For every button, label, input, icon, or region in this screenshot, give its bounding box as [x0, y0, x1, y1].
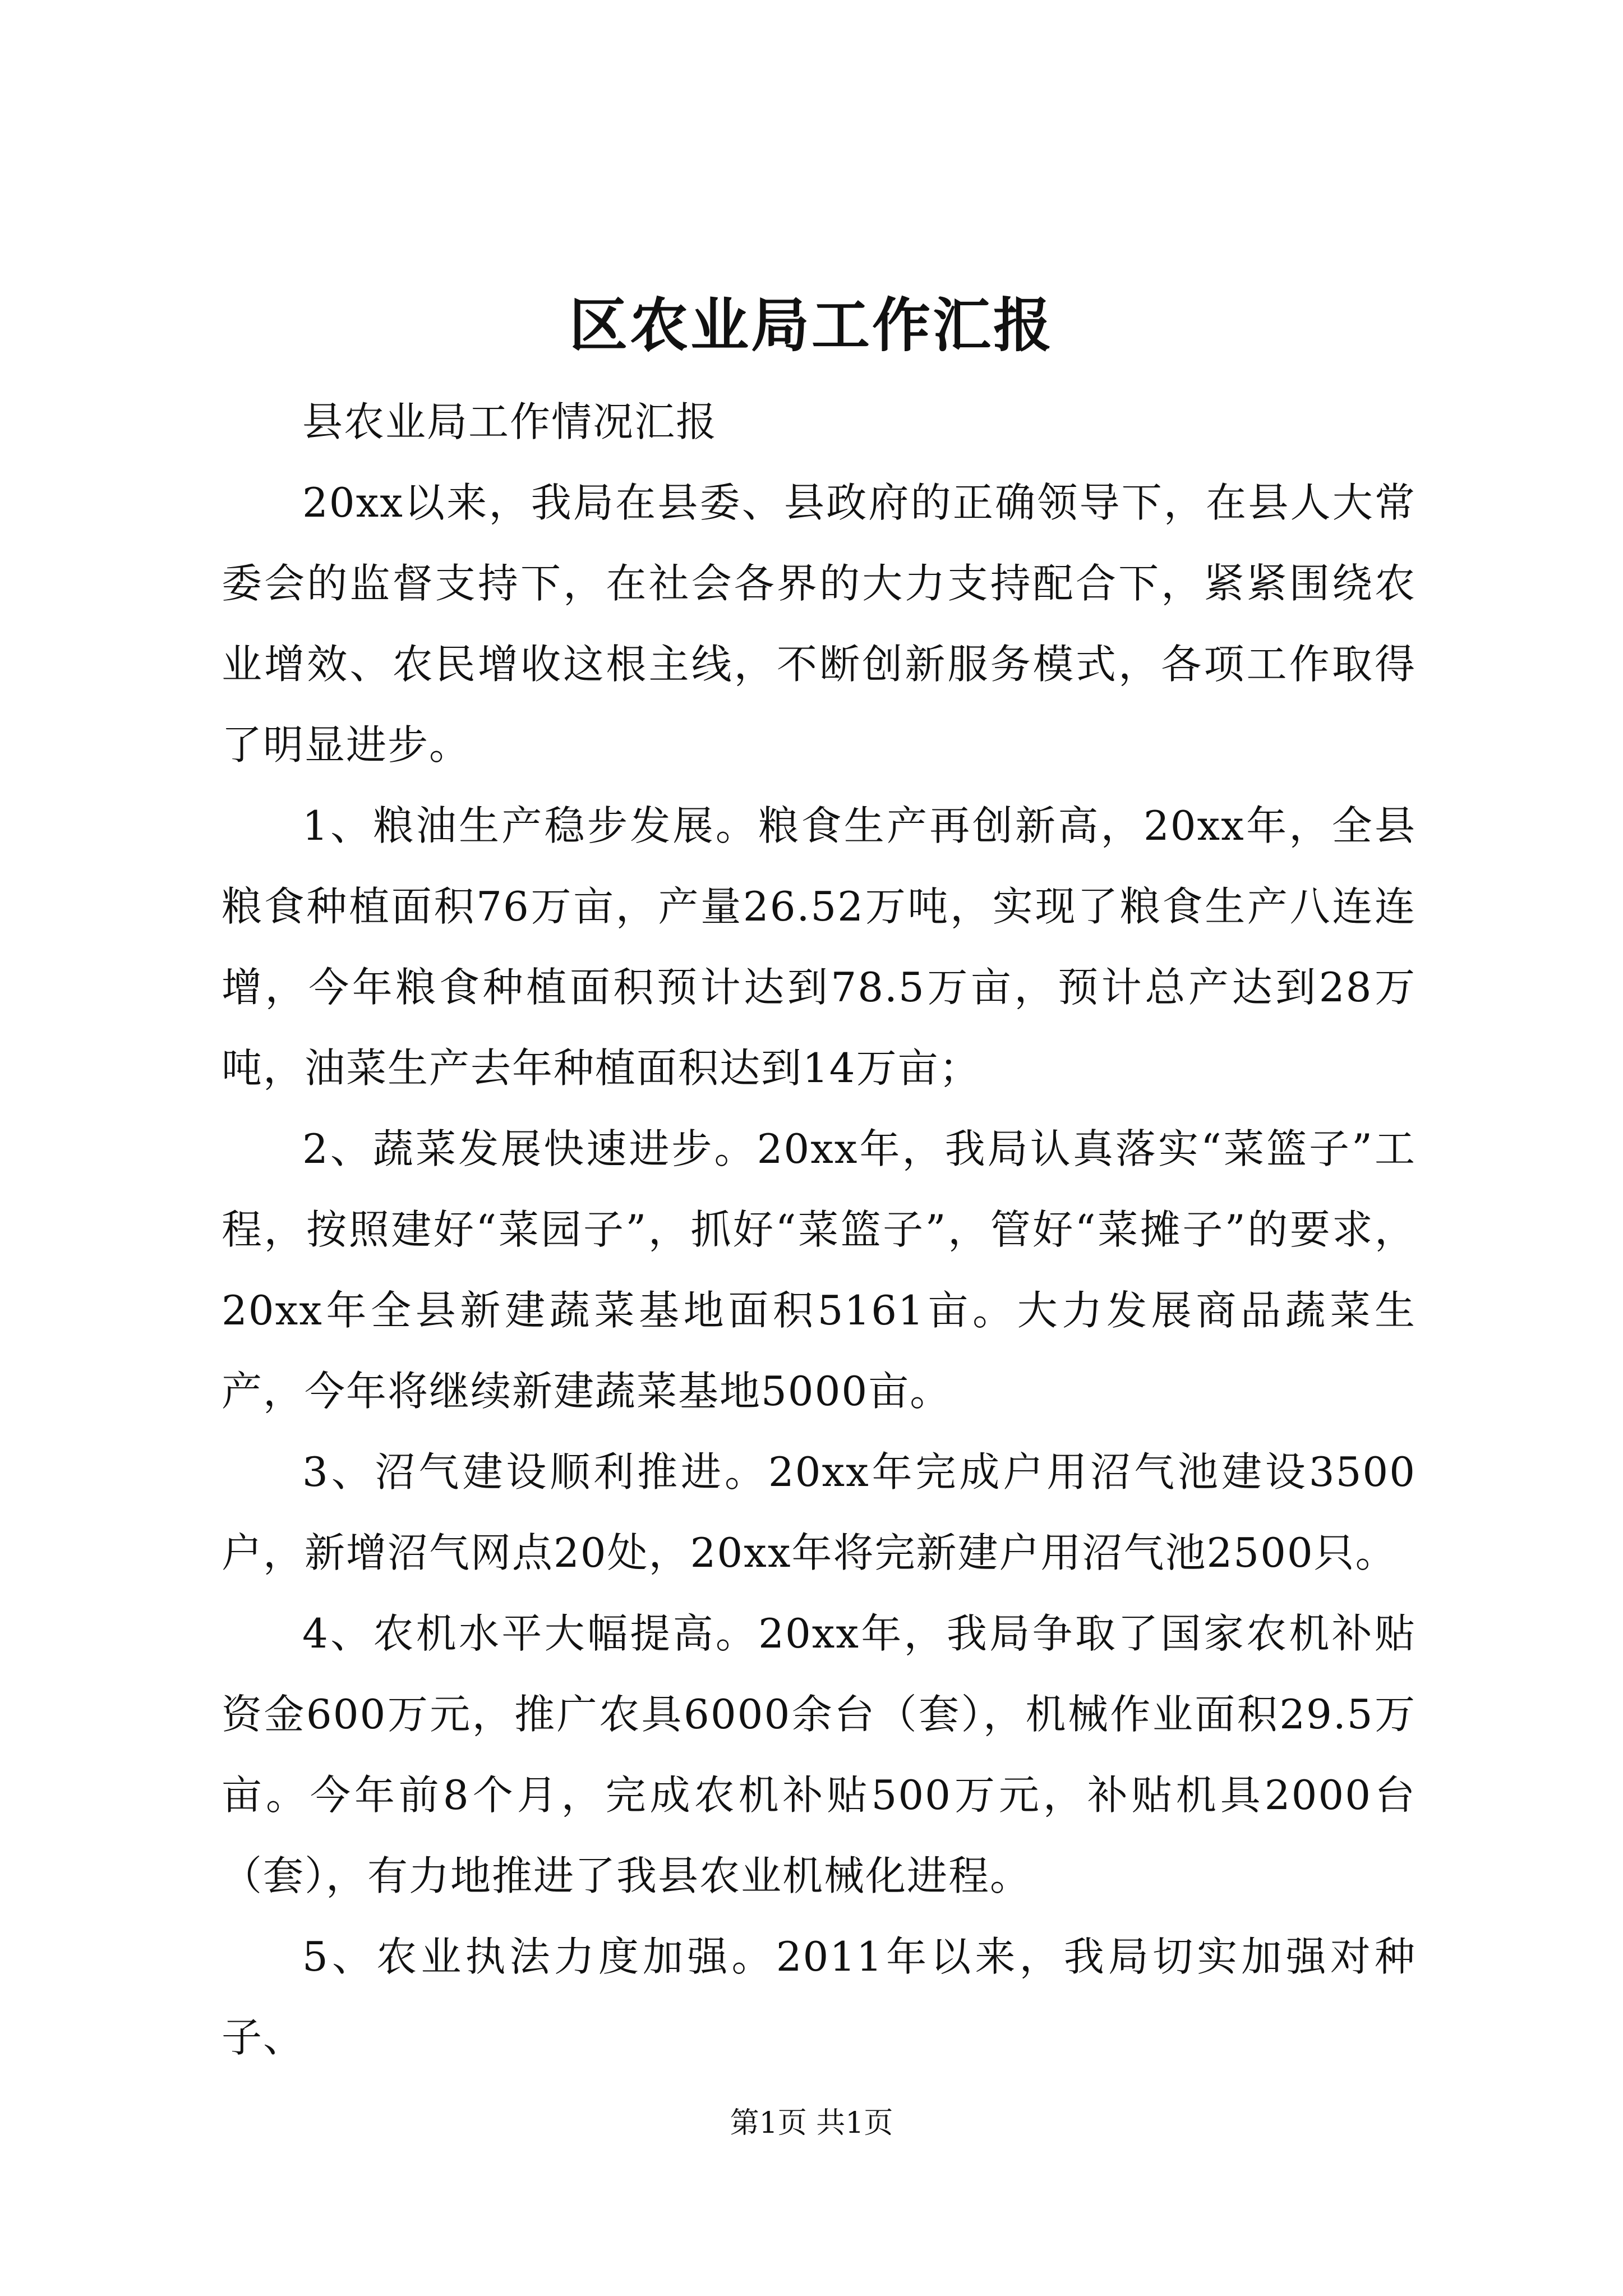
paragraph-law-enforcement: 5、农业执法力度加强。2011年以来，我局切实加强对种子、: [222, 1933, 1416, 2061]
page-footer: 第1页 共1页: [730, 2106, 893, 2140]
paragraph-intro: 20xx以来，我局在县委、县政府的正确领导下，在县人大常委会的监督支持下，在社会各界的大力支持配合下，紧紧围绕农业增效、农民增收这根主线，不断创新服务模式，各项工作取得了明显进步。: [222, 479, 1416, 769]
document-body: [222, 381, 1416, 2078]
paragraph-agricultural-machinery: 4、农机水平大幅提高。20xx年，我局争取了国家农机补贴资金600万元，推广农具6000余台（套），机械作业面积29.5万亩。今年前8个月，完成农机补贴500万元，补贴机具2000台（套），有力地推进了我县农业机械化进程。: [222, 1610, 1416, 1899]
paragraph-biogas: 3、沼气建设顺利推进。20xx年完成户用沼气池建设3500户，新增沼气网点20处，20xx年将完新建户用沼气池2500只。: [222, 1448, 1416, 1576]
page-title: 区农业局工作汇报: [569, 291, 1054, 360]
document-subtitle: 县农业局工作情况汇报: [302, 398, 718, 445]
paragraph-grain-oil: 1、粮油生产稳步发展。粮食生产再创新高，20xx年，全县粮食种植面积76万亩，产量26.52万吨，实现了粮食生产八连连增，今年粮食种植面积预计达到78.5万亩，预计总产达到28万吨，油菜生产去年种植面积达到14万亩；: [222, 802, 1416, 1092]
paragraph-vegetables: 2、蔬菜发展快速进步。20xx年，我局认真落实“菜篮子”工程，按照建好“菜园子”，抓好“菜篮子”，管好“菜摊子”的要求，20xx年全县新建蔬菜基地面积5161亩。大力发展商品蔬菜生产，今年将继续新建蔬菜基地5000亩。: [222, 1125, 1416, 1415]
